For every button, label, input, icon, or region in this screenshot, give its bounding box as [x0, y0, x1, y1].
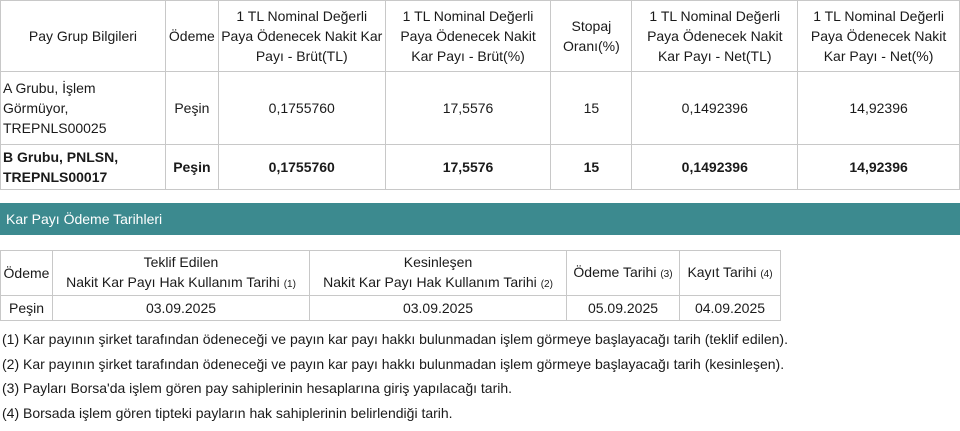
header-line: Ödeme Tarihi: [573, 263, 657, 280]
table-header-row: [1, 1, 960, 72]
footnote-ref: (4): [760, 268, 773, 280]
col-header-payment: Ödeme: [165, 1, 218, 72]
withholding-cell: 15: [551, 145, 632, 190]
table-header-row: [1, 251, 781, 296]
header-line: Nakit Kar Payı Hak Kullanım Tarihi: [323, 273, 537, 290]
net-pct-cell: 14,92396: [798, 72, 960, 145]
gross-pct-cell: 17,5576: [385, 72, 551, 145]
dividend-table: [0, 0, 960, 190]
footnote: (4) Borsada işlem gören tipteki payların hak sahiplerinin belirlendiği tarih.: [2, 404, 453, 421]
payment-cell: Peşin: [165, 72, 218, 145]
pay-date-cell: 05.09.2025: [567, 296, 680, 321]
withholding-cell: 15: [551, 72, 632, 145]
net-tl-cell: 0,1492396: [632, 145, 798, 190]
payment-cell: Peşin: [165, 145, 218, 190]
group-cell: B Grubu, PNLSN, TREPNLS00017: [1, 145, 166, 190]
group-cell: A Grubu, İşlem Görmüyor, TREPNLS00025: [1, 72, 166, 145]
col-header-final-date: [310, 251, 567, 296]
footnote: (2) Kar payının şirket tarafından ödeneceği ve payın kar payı hakkı bulunmadan işlem görmeye başlayacağı tarih (kesinleşen).: [2, 355, 785, 372]
footnotes: [2, 327, 788, 425]
record-date-cell: 04.09.2025: [680, 296, 781, 321]
col-header-payment: Ödeme: [1, 251, 53, 296]
header-line: Kayıt Tarihi: [687, 263, 757, 280]
col-header-group: Pay Grup Bilgileri: [1, 1, 166, 72]
net-pct-cell: 14,92396: [798, 145, 960, 190]
payment-dates-table: [0, 250, 781, 321]
section-title: Kar Payı Ödeme Tarihleri: [0, 203, 960, 235]
col-header-offered-date: [53, 251, 310, 296]
table-row: [1, 296, 781, 321]
table-row: [1, 145, 960, 190]
header-line: Kesinleşen: [403, 253, 473, 270]
footnote-ref: (3): [660, 268, 673, 280]
final-date-cell: 03.09.2025: [310, 296, 567, 321]
footnote: (3) Payları Borsa'da işlem gören pay sahiplerinin hesaplarına giriş yapılacağı tarih.: [2, 380, 513, 396]
table-row: [1, 72, 960, 145]
offered-date-cell: 03.09.2025: [53, 296, 310, 321]
net-tl-cell: 0,1492396: [632, 72, 798, 145]
payment-cell: Peşin: [1, 296, 53, 321]
footnote-ref: (2): [540, 278, 553, 290]
col-header-gross-pct: 1 TL Nominal Değerli Paya Ödenecek Nakit Kar Payı - Brüt(%): [385, 1, 551, 72]
col-header-pay-date: [567, 251, 680, 296]
col-header-record-date: [680, 251, 781, 296]
header-line: Nakit Kar Payı Hak Kullanım Tarihi: [66, 273, 280, 290]
footnote: (1) Kar payının şirket tarafından ödeneceği ve payın kar payı hakkı bulunmadan işlem görmeye başlayacağı tarih (teklif edilen).: [2, 331, 788, 347]
col-header-withholding: Stopaj Oranı(%): [551, 1, 632, 72]
col-header-gross-tl: 1 TL Nominal Değerli Paya Ödenecek Nakit Kar Payı - Brüt(TL): [218, 1, 385, 72]
gross-tl-cell: 0,1755760: [218, 72, 385, 145]
col-header-net-tl: 1 TL Nominal Değerli Paya Ödenecek Nakit Kar Payı - Net(TL): [632, 1, 798, 72]
footnote-ref: (1): [283, 278, 296, 290]
header-line: Teklif Edilen: [143, 253, 219, 270]
gross-pct-cell: 17,5576: [385, 145, 551, 190]
gross-tl-cell: 0,1755760: [218, 145, 385, 190]
col-header-net-pct: 1 TL Nominal Değerli Paya Ödenecek Nakit Kar Payı - Net(%): [798, 1, 960, 72]
